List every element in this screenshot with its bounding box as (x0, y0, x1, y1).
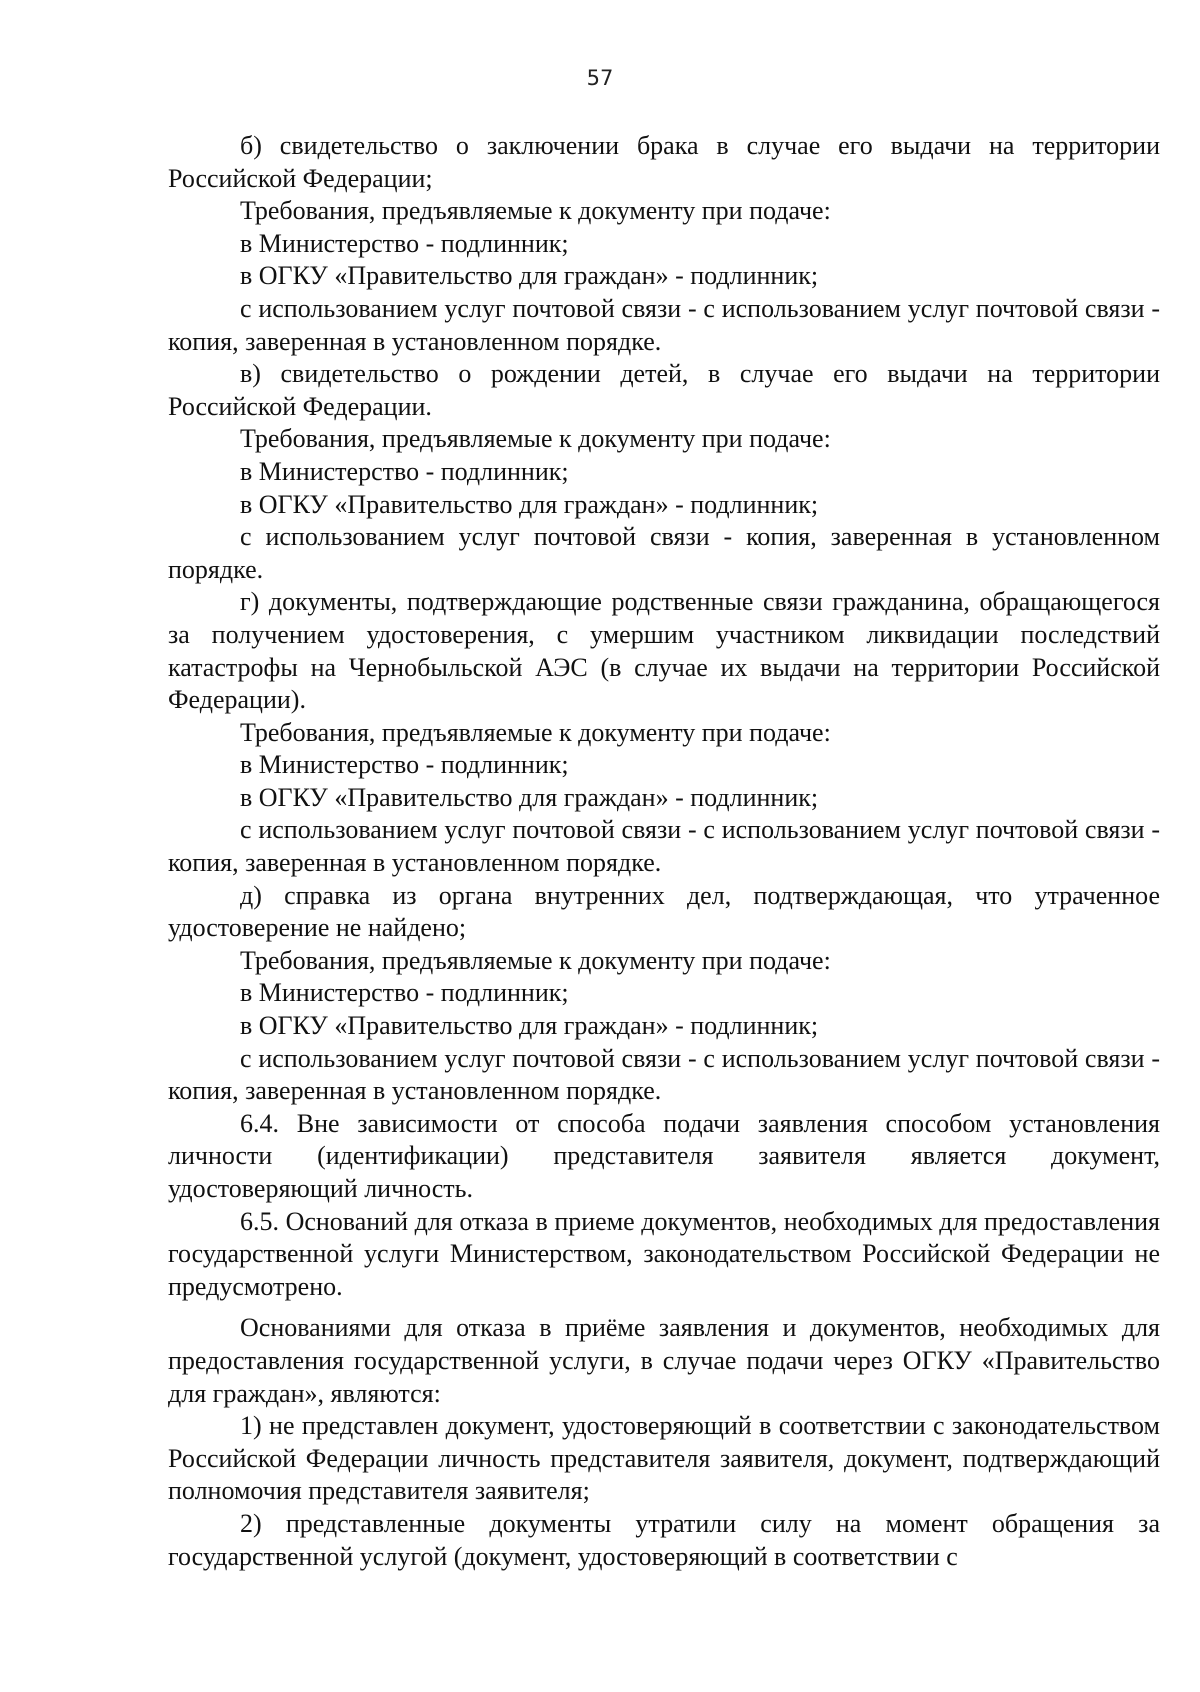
paragraph-ogku: в ОГКУ «Правительство для граждан» - подлинник; (240, 489, 819, 519)
paragraph-ground-2: 2) представленные документы утратили силу на момент обращения за государственной услугой (документ, удостоверяющий в соответствии с (168, 1508, 1160, 1571)
paragraph-ministry: в Министерство - подлинник; (240, 228, 569, 258)
paragraph-requirements: Требования, предъявляемые к документу при подаче: (240, 945, 831, 975)
paragraph-ogku: в ОГКУ «Правительство для граждан» - подлинник; (240, 1011, 819, 1041)
paragraph-b-marriage: б) свидетельство о заключении брака в случае его выдачи на территории Российской Федерации; (168, 131, 1160, 193)
page-number: 57 (586, 66, 614, 90)
paragraph-post: с использованием услуг почтовой связи - с использованием услуг почтовой связи - копия, заверенная в установленном порядке. (168, 1043, 1160, 1106)
paragraph-post: с использованием услуг почтовой связи - с использованием услуг почтовой связи - копия, заверенная в установленном порядке. (168, 815, 1160, 878)
paragraph-requirements: Требования, предъявляемые к документу при подаче: (240, 196, 831, 226)
paragraph-ministry: в Министерство - подлинник; (240, 456, 569, 486)
paragraph-item-6-5: 6.5. Оснований для отказа в приеме документов, необходимых для предоставления государственной услуги Министерством, законодательством Российской Федерации не предусмотрено. (168, 1206, 1160, 1301)
paragraph-v-birth: в) свидетельство о рождении детей, в случае его выдачи на территории Российской Федерации. (168, 359, 1160, 421)
paragraph-ground-1: 1) не представлен документ, удостоверяющий в соответствии с законодательством Российской Федерации личность представителя заявителя, документ, подтверждающий полномочия представителя заявителя; (168, 1411, 1160, 1506)
paragraph-item-6-4: 6.4. Вне зависимости от способа подачи заявления способом установления личности (идентификации) представителя заявителя является документ, удостоверяющий личность. (168, 1108, 1160, 1203)
paragraph-post: с использованием услуг почтовой связи - копия, заверенная в установленном порядке. (168, 522, 1160, 584)
paragraph-ministry: в Министерство - подлинник; (240, 978, 569, 1008)
paragraph-ogku: в ОГКУ «Правительство для граждан» - подлинник; (240, 782, 819, 812)
document-body (168, 130, 1160, 1573)
paragraph-g-kinship: г) документы, подтверждающие родственные связи гражданина, обращающегося за получением удостоверения, с умершим участником ликвидации последствий катастрофы на Чернобыльской АЭС (в случае их выдачи на территории Российской Федерации). (168, 587, 1160, 715)
paragraph-post: с использованием услуг почтовой связи - с использованием услуг почтовой связи - копия, заверенная в установленном порядке. (168, 293, 1160, 356)
paragraph-requirements: Требования, предъявляемые к документу при подаче: (240, 424, 831, 454)
paragraph-grounds-intro: Основаниями для отказа в приёме заявления и документов, необходимых для предоставления государственной услуги, в случае подачи через ОГКУ «Правительство для граждан», являются: (168, 1313, 1160, 1408)
paragraph-d-police: д) справка из органа внутренних дел, подтверждающая, что утраченное удостоверение не найдено; (168, 880, 1160, 943)
paragraph-requirements: Требования, предъявляемые к документу при подаче: (240, 717, 831, 747)
paragraph-ministry: в Министерство - подлинник; (240, 750, 569, 780)
paragraph-ogku: в ОГКУ «Правительство для граждан» - подлинник; (240, 261, 819, 291)
